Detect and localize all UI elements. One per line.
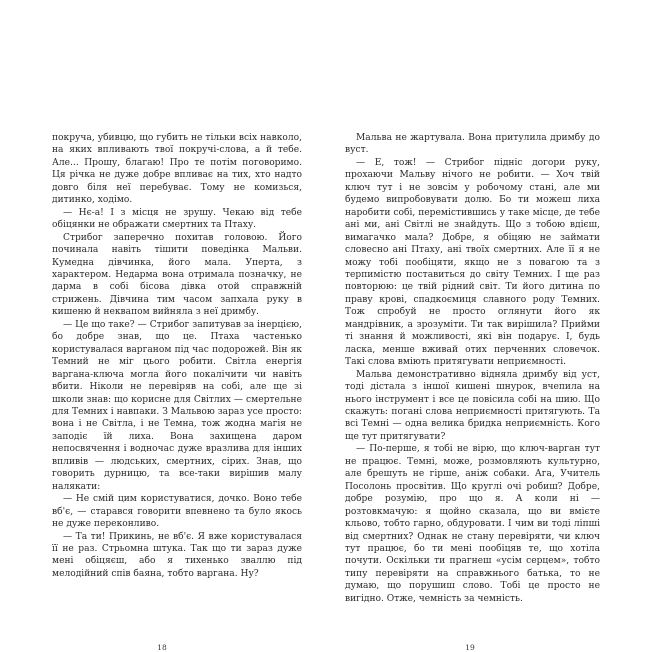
right-page-text (345, 132, 600, 605)
paragraph: — Е, тож! — Стрибог підніс догори руку, прохаючи Мальву нічого не робити. — Хоч твій ключ тут і не зовсім у робочому стані, але ми будемо випробовувати долю. Бо ти можеш лиха наробити собі, перемістившись у таке місце, де тебе ані ми, ані Світлі не знайдуть. Що з тобою вдієш, вимагачко мала? Добре, я обіцяю не займати словесно ані Птаху, ані твоїх смертних. Але її я не можу тобі пообіцяти, якщо не з повагою та з терпимістю поставиться до світу Темних. І ще раз повторюю: це твій рідний світ. Ти його дитина по праву крові, спадкоємиця славного роду Темних. Тож спробуй не просто оглянути його як мандрівник, а зрозуміти. Ти так вирішила? Прийми ті знання й можливості, які він подарує. І, будь ласка, менше вживай отих перченних словечок. Такі слова вміють притягувати неприємності. (345, 157, 600, 368)
paragraph: — Нє-а! І з місця не зрушу. Чекаю від тебе обіцянки не ображати смертних та Птаху. (52, 207, 302, 231)
right-page (345, 132, 600, 652)
left-page (52, 132, 302, 652)
paragraph: Стрибог заперечно похитав головою. Його починала навіть тішити поведінка Мальви. Кумедна дівчинка, його мала. Уперта, з характером. Недарма вона отримала позначку, не дарма в собі бісова дівка отой справжній стрижень. Дівчина тим часом запхала руку в кишеню й неквапом вийняла з неї дримбу. (52, 232, 302, 318)
paragraph: — Та ти! Прикинь, не вб'є. Я вже користувалася її не раз. Стрьомна штука. Так що ти зараз дуже мені обіцяєш, або я тихенько зваллю під мелодійний спів баяна, тобто варгана. Ну? (52, 531, 302, 579)
page-number: 18 (157, 643, 167, 652)
page-number: 19 (465, 643, 475, 652)
paragraph: Мальва не жартувала. Вона притулила дримбу до вуст. (345, 133, 600, 156)
left-page-text (52, 132, 302, 580)
paragraph: — По-перше, я тобі не вірю, що ключ-варган тут не працює. Темні, може, розмовляють культурно, але брешуть не гірше, аніж собаки. Ага, Учитель Посолонь просвітив. Що круглі очі робиш? Добре, добре розумію, про що я. А коли ні — розтовкмачую: я щойно сказала, що ви вмієте кльово, тобто гарно, обдуровати. І чим ви тоді ліпші від смертних? Однак не стану перевіряти, чи ключ тут працює, бо ти мені пообіцяв те, що хотіла почути. Оскільки ти прагнеш «усім серцем», тобто типу перевіряти на справжнього батька, то не думаю, що порушиш слово. Тобі це просто не вигідно. Отже, чемність за чемність. (345, 444, 600, 604)
paragraph: Мальва демонстративно відняла дримбу від уст, тоді дістала з іншої кишені шнурок, вчепила на нього інструмент і все це повісила собі на шию. Що скажуть: погані слова неприємності притягують. Та всі Темні — одна велика бридка неприємність. Кого ще тут притягувати? (345, 369, 600, 442)
paragraph: — Не смій цим користуватися, дочко. Воно тебе вб'є, — старався говорити впевнено та було якось не дуже переконливо. (52, 494, 302, 530)
paragraph: покруча, убивцю, що губить не тільки всіх навколо, на яких впливають твої покручі-слова, а й тебе. Але... Прошу, благаю! Про те потім поговоримо. Ця річка не дуже добре впливає на тих, хто надто довго біля неї перебуває. Тому не комизься, дитинко, ходімо. (52, 133, 302, 206)
paragraph: — Це що таке? — Стрибог запитував за інерцією, бо добре знав, що це. Птаха частенько користувалася варганом під час подорожей. Він як Темний не міг цього робити. Світла енергія варгана-ключа могла його покалічити чи навіть вбити. Ніколи не перевіряв на собі, але ще зі школи знав: що корисне для Світлих — смертельне для Темних і навпаки. З Мальвою зараз усе просто: вона і не Світла, і не Темна, тож жодна магія не заподіє їй лиха. Вона захищена даром непосвячення і водночас дуже вразлива для інших впливів — людських, смертних, сірих. Знав, що говорить дурницю, та все-таки вирішив малу налякати: (52, 319, 302, 492)
